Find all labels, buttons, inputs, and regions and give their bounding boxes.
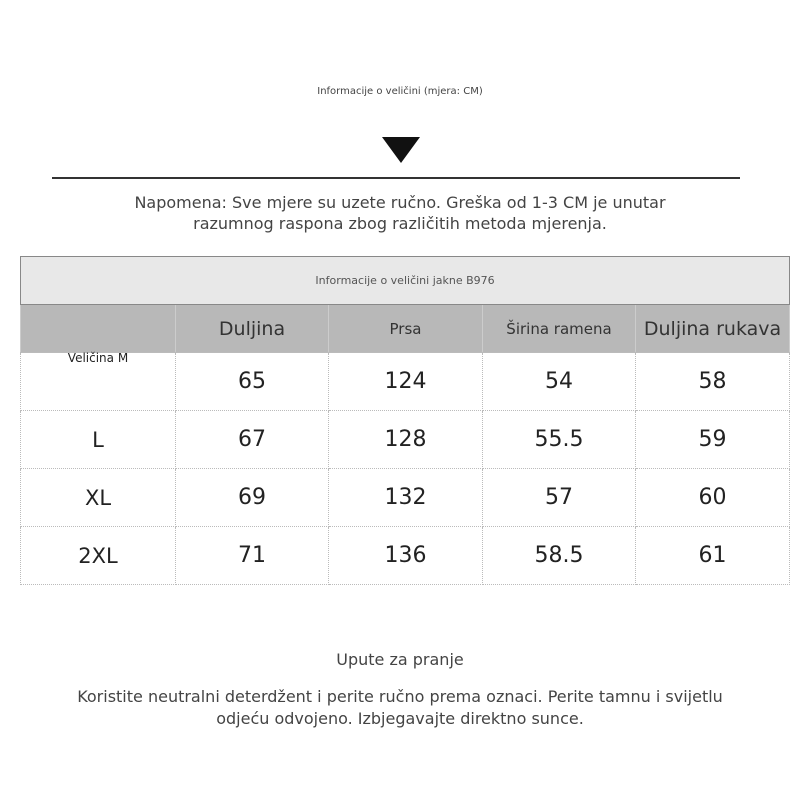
table-title: Informacije o veličini jakne B976 [21, 257, 790, 305]
chest-cell: 128 [329, 411, 483, 469]
sleeve-cell: 58 [636, 353, 790, 411]
table-title-row [21, 257, 790, 305]
shoulder-cell: 57 [483, 469, 636, 527]
table-row [21, 411, 790, 469]
down-arrow-icon [382, 137, 420, 163]
washing-line-2: odjeću odvojeno. Izbjegavajte direktno sunce. [216, 709, 584, 728]
length-cell: 67 [176, 411, 329, 469]
header-sleeve-length: Duljina rukava [636, 305, 790, 353]
header-size [21, 305, 176, 353]
length-cell: 71 [176, 527, 329, 585]
sleeve-cell: 59 [636, 411, 790, 469]
size-cell: 2XL [21, 527, 176, 585]
note-line-1: Napomena: Sve mjere su uzete ručno. Greška od 1-3 CM je unutar [134, 193, 666, 212]
sleeve-cell: 60 [636, 469, 790, 527]
chest-cell: 136 [329, 527, 483, 585]
size-label: Veličina M [67, 351, 129, 365]
header-length: Duljina [176, 305, 329, 353]
sleeve-cell: 61 [636, 527, 790, 585]
shoulder-cell: 55.5 [483, 411, 636, 469]
length-cell: 65 [176, 353, 329, 411]
measurement-note [60, 192, 740, 234]
size-cell: L [21, 411, 176, 469]
size-table [20, 256, 790, 585]
chest-cell: 132 [329, 469, 483, 527]
header-shoulder-width: Širina ramena [483, 305, 636, 353]
chest-cell: 124 [329, 353, 483, 411]
divider-line [52, 177, 740, 179]
size-cell: XL [21, 469, 176, 527]
size-info-label: Informacije o veličini (mjera: CM) [317, 86, 483, 97]
header-chest: Prsa [329, 305, 483, 353]
washing-title: Upute za pranje [336, 650, 464, 669]
table-row [21, 527, 790, 585]
shoulder-cell: 54 [483, 353, 636, 411]
table-row [21, 469, 790, 527]
length-cell: 69 [176, 469, 329, 527]
table-header-row [21, 305, 790, 353]
size-cell [21, 353, 176, 411]
shoulder-cell: 58.5 [483, 527, 636, 585]
table-row [21, 353, 790, 411]
washing-line-1: Koristite neutralni deterdžent i perite ručno prema oznaci. Perite tamnu i svijetlu [77, 687, 723, 706]
washing-instructions [40, 686, 760, 730]
note-line-2: razumnog raspona zbog različitih metoda mjerenja. [193, 214, 607, 233]
